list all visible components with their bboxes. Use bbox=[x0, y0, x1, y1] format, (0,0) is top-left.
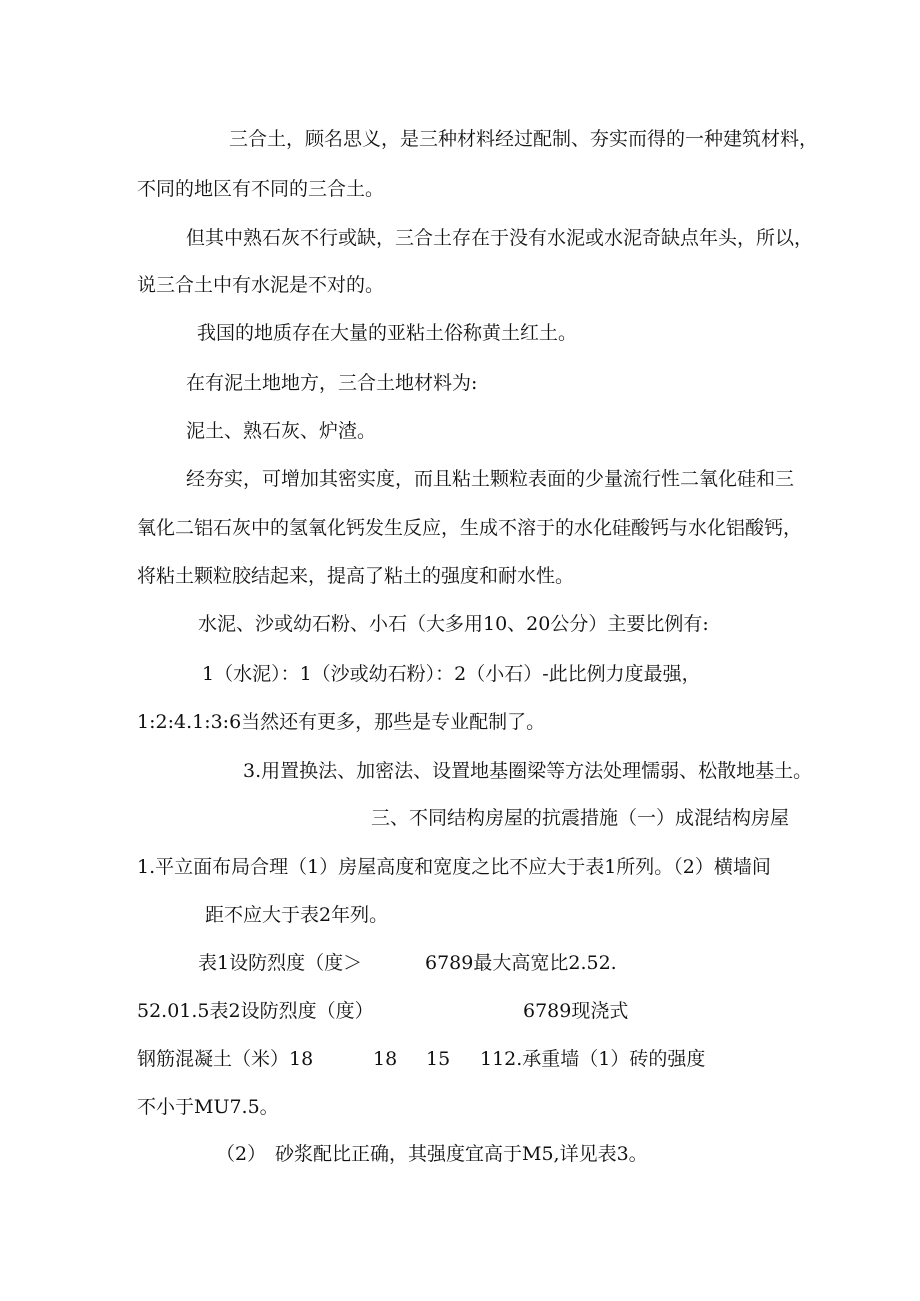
paragraph-line: 三合土，顾名思义，是三种材料经过配制、夯实而得的一种建筑材料， bbox=[229, 128, 819, 150]
paragraph-line: 不小于MU7.5。 bbox=[137, 1096, 279, 1118]
table-text: 表1设防烈度（度＞ bbox=[198, 952, 363, 974]
paragraph-line: 经夯实，可增加其密实度，而且粘土颗粒表面的少量流行性二氧化硅和三 bbox=[186, 468, 795, 490]
table-text: 钢筋混凝土（米）18 bbox=[137, 1048, 314, 1070]
list-marker: （2） bbox=[216, 1143, 267, 1165]
paragraph-line: 1（水泥）：1（沙或幼石粉）：2（小石）-此比例力度最强， bbox=[202, 663, 701, 685]
paragraph-line: 距不应大于表2年列。 bbox=[205, 904, 389, 926]
paragraph-line: 1.平立面布局合理（1）房屋高度和宽度之比不应大于表1所列。（2）横墙间 bbox=[137, 856, 771, 878]
table-text: 18 bbox=[373, 1048, 398, 1070]
table-text: 15 bbox=[426, 1048, 451, 1070]
paragraph-line: 泥土、熟石灰、炉渣。 bbox=[186, 420, 377, 442]
table-text: 6789现浇式 bbox=[523, 1000, 629, 1022]
paragraph-line: 3.用置换法、加密法、设置地基圈梁等方法处理懦弱、松散地基土。 bbox=[243, 760, 813, 782]
section-heading: 三、不同结构房屋的抗震措施（一）成混结构房屋 bbox=[371, 807, 790, 829]
paragraph-line: 将粘土颗粒胶结起来，提高了粘土的强度和耐水性。 bbox=[137, 565, 575, 587]
paragraph-line: 但其中熟石灰不行或缺，三合土存在于没有水泥或水泥奇缺点年头，所以， bbox=[186, 227, 814, 249]
paragraph-line: 氧化二铝石灰中的氢氧化钙发生反应，生成不溶于的水化硅酸钙与水化铝酸钙， bbox=[137, 517, 803, 539]
paragraph-line: 在有泥土地地方，三合土地材料为: bbox=[186, 372, 478, 394]
table-text: 52.01.5表2设防烈度（度） bbox=[137, 1000, 374, 1022]
paragraph-line: 砂浆配比正确，其强度宜高于M5,详见表3。 bbox=[275, 1143, 648, 1165]
paragraph-line: 不同的地区有不同的三合土。 bbox=[137, 178, 385, 200]
paragraph-line: 我国的地质存在大量的亚粘土俗称黄土红土。 bbox=[197, 322, 578, 344]
paragraph-line: 1:2:4.1:3:6当然还有更多，那些是专业配制了。 bbox=[137, 711, 546, 733]
paragraph-line: 水泥、沙或幼石粉、小石（大多用10、20公分）主要比例有: bbox=[198, 613, 709, 635]
paragraph-line: 说三合土中有水泥是不对的。 bbox=[137, 274, 385, 296]
table-text: 112.承重墙（1）砖的强度 bbox=[480, 1048, 706, 1070]
table-text: 6789最大高宽比2.52. bbox=[425, 952, 617, 974]
